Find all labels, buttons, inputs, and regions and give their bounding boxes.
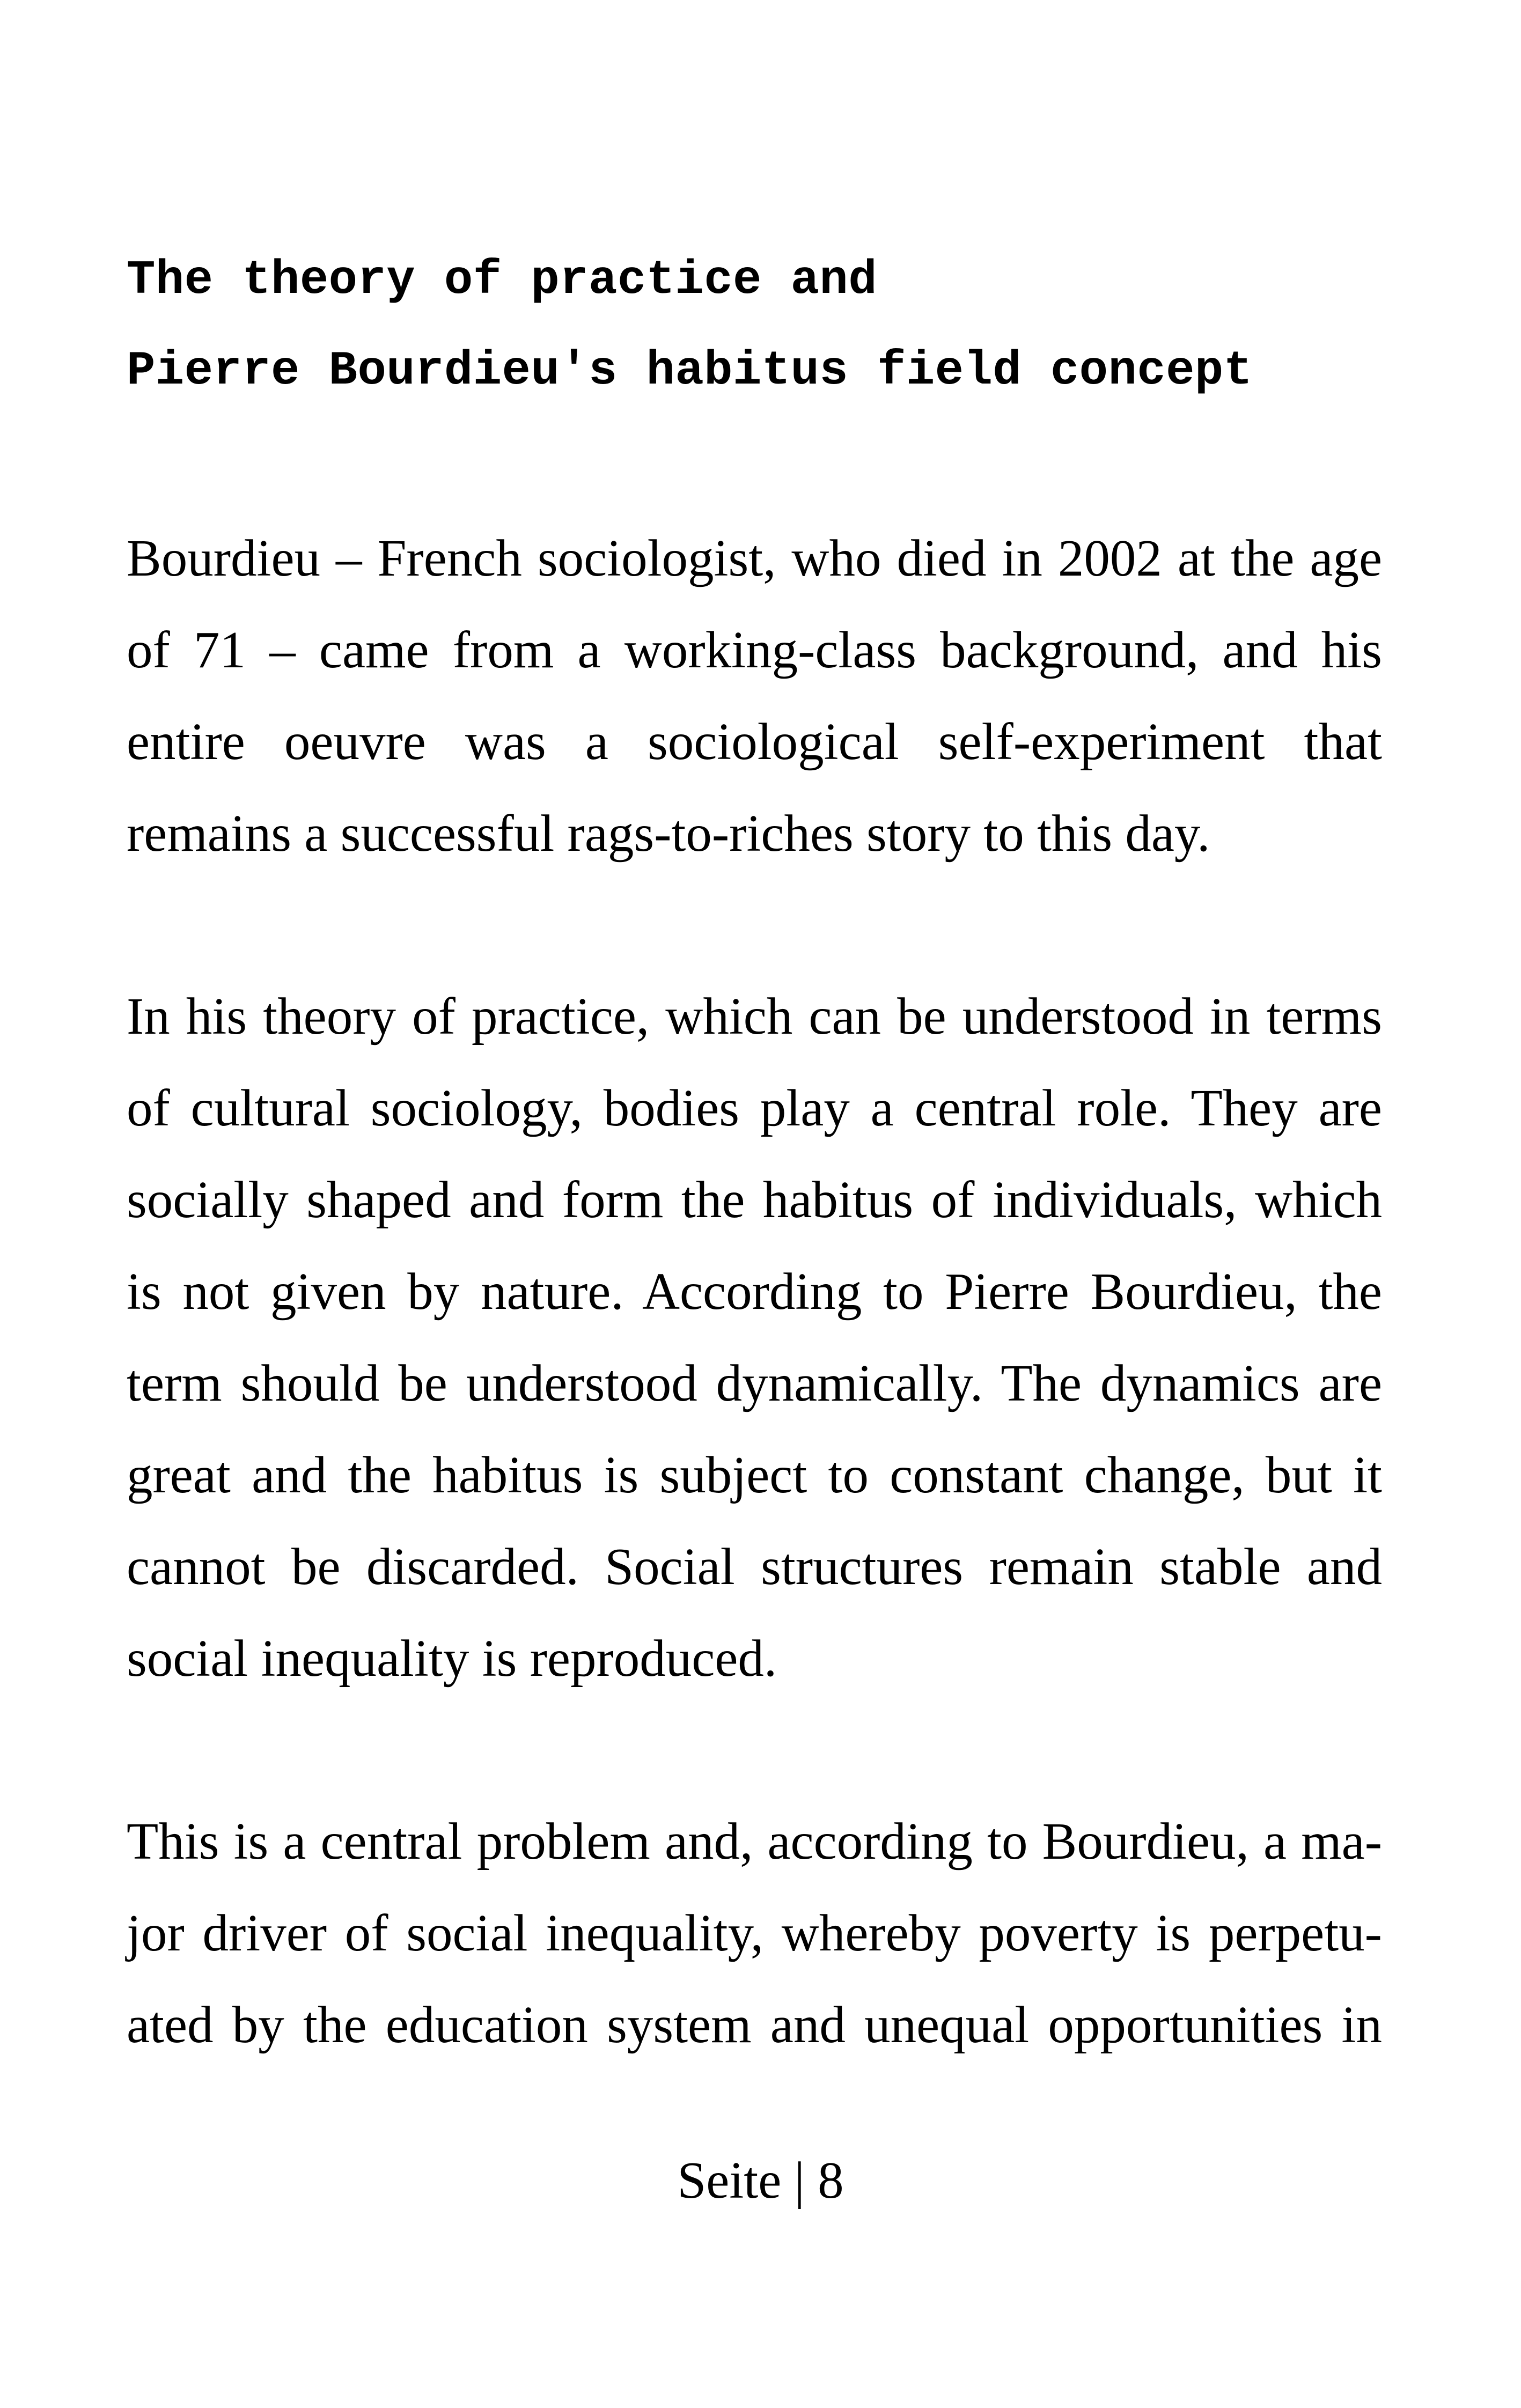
paragraph-line: jor driver of social inequality, whereby poverty is perpetu- xyxy=(127,1904,1382,1962)
paragraph-line: socially shaped and form the habitus of individuals, which xyxy=(127,1171,1382,1228)
paragraph-line: is not given by nature. According to Pierre Bourdieu, the xyxy=(127,1263,1382,1320)
paragraph-line: cannot be discarded. Social structures remain stable and xyxy=(127,1538,1382,1595)
paragraph-line: entire oeuvre was a sociological self-experiment that xyxy=(127,713,1382,770)
paragraph-3 xyxy=(127,1795,1382,2071)
paragraph-line: term should be understood dynamically. The dynamics are xyxy=(127,1354,1382,1412)
paragraph-line: of cultural sociology, bodies play a central role. They are xyxy=(127,1079,1382,1137)
paragraph-line: ated by the education system and unequal opportunities in xyxy=(127,1996,1382,2053)
paragraph-1 xyxy=(127,512,1382,879)
heading-line-1: The theory of practice and xyxy=(127,253,878,307)
paragraph-line: This is a central problem and, according to Bourdieu, a ma- xyxy=(127,1813,1382,1870)
paragraph-2 xyxy=(127,970,1382,1704)
page-number-footer: Seite | 8 xyxy=(677,2152,844,2209)
paragraph-line: great and the habitus is subject to constant change, but it xyxy=(127,1446,1382,1504)
paragraph-line: social inequality is reproduced. xyxy=(127,1630,777,1687)
paragraph-line: In his theory of practice, which can be understood in terms xyxy=(127,988,1382,1045)
paragraph-line: Bourdieu – French sociologist, who died in 2002 at the age xyxy=(127,529,1382,587)
paragraph-line: of 71 – came from a working-class background, and his xyxy=(127,621,1382,679)
paragraph-line: remains a successful rags-to-riches story to this day. xyxy=(127,805,1210,862)
heading-line-2: Pierre Bourdieu's habitus field concept xyxy=(127,344,1253,398)
